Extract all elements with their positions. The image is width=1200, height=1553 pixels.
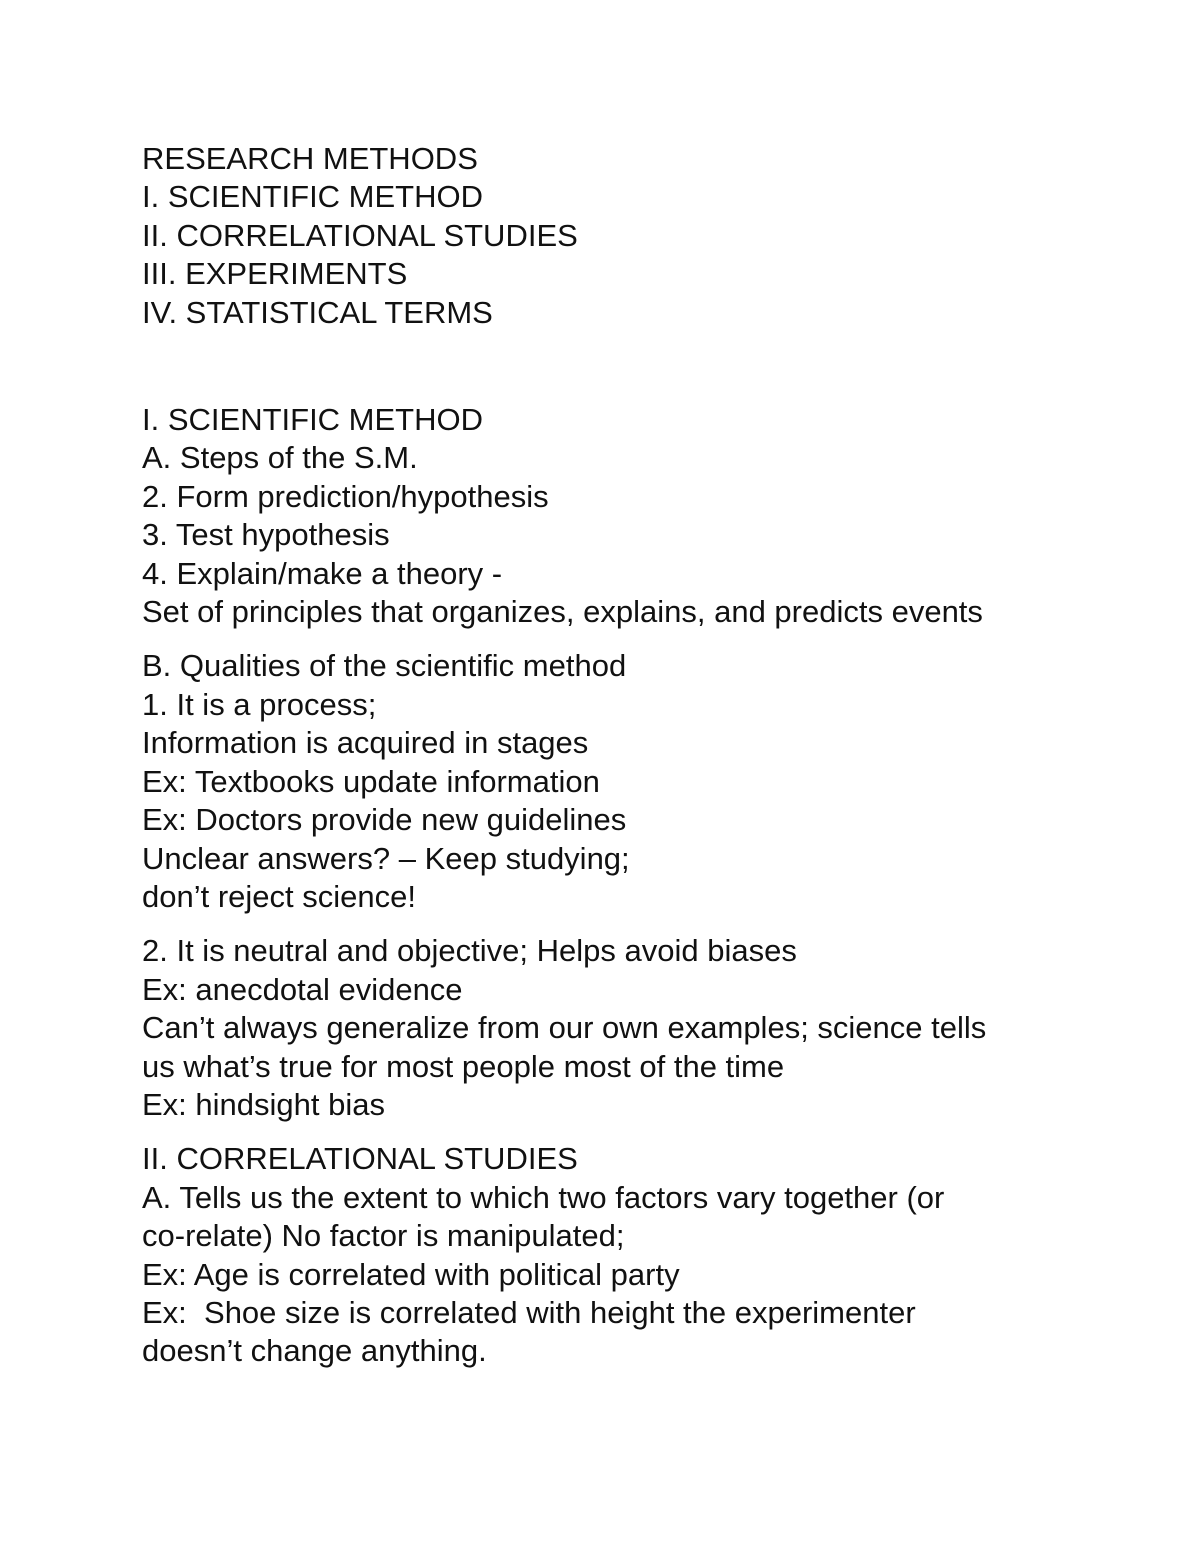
spacer	[142, 916, 1142, 932]
text-line: 3. Test hypothesis	[142, 517, 390, 553]
document-title: RESEARCH METHODS	[142, 141, 478, 176]
text-line: Set of principles that organizes, explains, and predicts events	[142, 594, 983, 630]
text-line: 2. Form prediction/hypothesis	[142, 478, 549, 514]
text-line: Unclear answers? – Keep studying;	[142, 840, 630, 876]
document-body	[142, 140, 1142, 1371]
text-line: don’t reject science!	[142, 878, 416, 914]
toc-item: IV. STATISTICAL TERMS	[142, 294, 493, 330]
text-line: 2. It is neutral and objective; Helps avoid biases	[142, 933, 797, 969]
text-line: us what’s true for most people most of the time	[142, 1048, 785, 1084]
section-correlational-studies	[142, 1140, 1142, 1370]
text-line: Ex: Textbooks update information	[142, 763, 600, 799]
toc-item: II. CORRELATIONAL STUDIES	[142, 217, 578, 253]
text-line: Ex: Age is correlated with political party	[142, 1256, 680, 1292]
section-heading: I. SCIENTIFIC METHOD	[142, 402, 483, 438]
text-line: Ex: Shoe size is correlated with height the experimenter	[142, 1294, 916, 1330]
text-line: co-relate) No factor is manipulated;	[142, 1218, 625, 1254]
text-line: doesn’t change anything.	[142, 1333, 487, 1369]
section-scientific-method	[142, 401, 1142, 1124]
text-line: 4. Explain/make a theory -	[142, 555, 503, 591]
table-of-contents	[142, 140, 1142, 332]
toc-item: III. EXPERIMENTS	[142, 256, 408, 292]
spacer	[142, 1124, 1142, 1140]
spacer	[142, 332, 1142, 401]
subsection-heading: A. Steps of the S.M.	[142, 440, 418, 476]
text-line: Ex: Doctors provide new guidelines	[142, 802, 627, 838]
text-line: Information is acquired in stages	[142, 725, 589, 761]
toc-item: I. SCIENTIFIC METHOD	[142, 179, 483, 215]
text-line: Ex: anecdotal evidence	[142, 971, 463, 1007]
text-line: A. Tells us the extent to which two factors vary together (or	[142, 1179, 945, 1215]
section-heading: II. CORRELATIONAL STUDIES	[142, 1141, 578, 1177]
subsection-heading: B. Qualities of the scientific method	[142, 648, 627, 684]
text-line: Can’t always generalize from our own examples; science tells	[142, 1010, 987, 1046]
spacer	[142, 631, 1142, 647]
text-line: Ex: hindsight bias	[142, 1086, 385, 1122]
text-line: 1. It is a process;	[142, 686, 377, 722]
